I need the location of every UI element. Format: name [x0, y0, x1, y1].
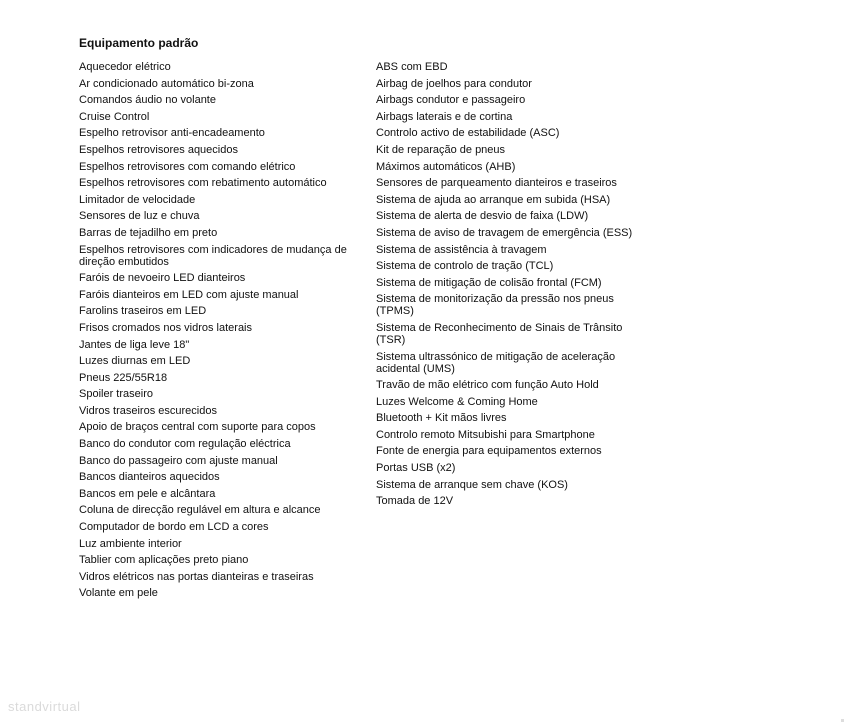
equipment-item: Máximos automáticos (AHB) [376, 160, 516, 173]
equipment-item: Frisos cromados nos vidros laterais [79, 321, 253, 334]
equipment-item: Sensores de luz e chuva [79, 210, 200, 223]
corner-mark [841, 719, 844, 722]
equipment-item: Sistema de ajuda ao arranque em subida (HSA) [376, 193, 611, 206]
equipment-item: Airbags condutor e passageiro [376, 94, 526, 107]
equipment-item: Espelho retrovisor anti-encadeamento [79, 127, 265, 140]
equipment-item: Barras de tejadilho em preto [79, 226, 218, 239]
equipment-item: Ar condicionado automático bi-zona [79, 77, 254, 90]
equipment-item: Comandos áudio no volante [79, 94, 216, 107]
equipment-item: Apoio de braços central com suporte para copos [79, 421, 316, 434]
equipment-item: Sistema de alerta de desvio de faixa (LDW) [376, 210, 589, 223]
equipment-item: Tomada de 12V [376, 495, 454, 508]
equipment-item: Farolins traseiros em LED [79, 305, 207, 318]
equipment-item: Sistema de mitigação de colisão frontal (FCM) [376, 276, 602, 289]
equipment-item: Vidros traseiros escurecidos [79, 404, 217, 417]
equipment-list-right [376, 61, 638, 512]
equipment-item: Controlo remoto Mitsubishi para Smartphone [376, 428, 595, 441]
equipment-item: Cruise Control [79, 110, 150, 123]
equipment-list-left [79, 61, 349, 604]
equipment-item: Sensores de parqueamento dianteiros e traseiros [376, 177, 617, 190]
equipment-item: Portas USB (x2) [376, 462, 456, 475]
equipment-item: Bancos dianteiros aquecidos [79, 471, 220, 484]
equipment-item: Airbag de joelhos para condutor [376, 77, 532, 90]
equipment-item: Espelhos retrovisores aquecidos [79, 143, 238, 156]
equipment-item: Jantes de liga leve 18" [79, 338, 190, 351]
section-title: Equipamento padrão [79, 36, 199, 50]
equipment-item: Sistema de arranque sem chave (KOS) [376, 478, 568, 491]
equipment-item: Banco do condutor com regulação eléctrica [79, 438, 291, 451]
equipment-item: Travão de mão elétrico com função Auto Hold [376, 379, 599, 392]
equipment-item: Kit de reparação de pneus [376, 143, 506, 156]
equipment-item: Bancos em pele e alcântara [79, 487, 216, 500]
equipment-item: Espelhos retrovisores com indicadores de mudança de direção embutidos [79, 243, 347, 268]
equipment-item: Tablier com aplicações preto piano [79, 554, 249, 567]
equipment-item: Luz ambiente interior [79, 537, 182, 550]
equipment-item: Limitador de velocidade [79, 193, 196, 206]
equipment-item: Sistema de controlo de tração (TCL) [376, 260, 554, 273]
equipment-item: Controlo activo de estabilidade (ASC) [376, 127, 560, 140]
equipment-item: Vidros elétricos nas portas dianteiras e traseiras [79, 570, 314, 583]
equipment-item: Luzes Welcome & Coming Home [376, 395, 538, 408]
equipment-item: Banco do passageiro com ajuste manual [79, 454, 278, 467]
equipment-item: Sistema de assistência à travagem [376, 243, 547, 256]
equipment-item: Sistema ultrassónico de mitigação de aceleração acidental (UMS) [376, 350, 616, 375]
watermark-logo: standvirtual [8, 699, 81, 714]
equipment-item: Spoiler traseiro [79, 388, 153, 401]
equipment-item: Faróis de nevoeiro LED dianteiros [79, 272, 246, 285]
equipment-item: Sistema de Reconhecimento de Sinais de Trânsito (TSR) [376, 321, 623, 346]
equipment-item: Computador de bordo em LCD a cores [79, 521, 269, 534]
equipment-item: Bluetooth + Kit mãos livres [376, 412, 507, 425]
equipment-item: Espelhos retrovisores com rebatimento automático [79, 177, 327, 190]
equipment-item: Airbags laterais e de cortina [376, 110, 513, 123]
equipment-item: Coluna de direcção regulável em altura e alcance [79, 504, 321, 517]
equipment-item: Sistema de aviso de travagem de emergência (ESS) [376, 226, 633, 239]
equipment-item: ABS com EBD [376, 61, 448, 73]
equipment-item: Volante em pele [79, 587, 158, 600]
equipment-item: Luzes diurnas em LED [79, 355, 191, 368]
equipment-item: Fonte de energia para equipamentos externos [376, 445, 602, 458]
equipment-item: Faróis dianteiros em LED com ajuste manual [79, 288, 299, 301]
equipment-item: Aquecedor elétrico [79, 61, 171, 73]
equipment-item: Pneus 225/55R18 [79, 371, 168, 384]
equipment-item: Sistema de monitorização da pressão nos pneus (TPMS) [376, 293, 614, 318]
equipment-item: Espelhos retrovisores com comando elétrico [79, 160, 296, 173]
